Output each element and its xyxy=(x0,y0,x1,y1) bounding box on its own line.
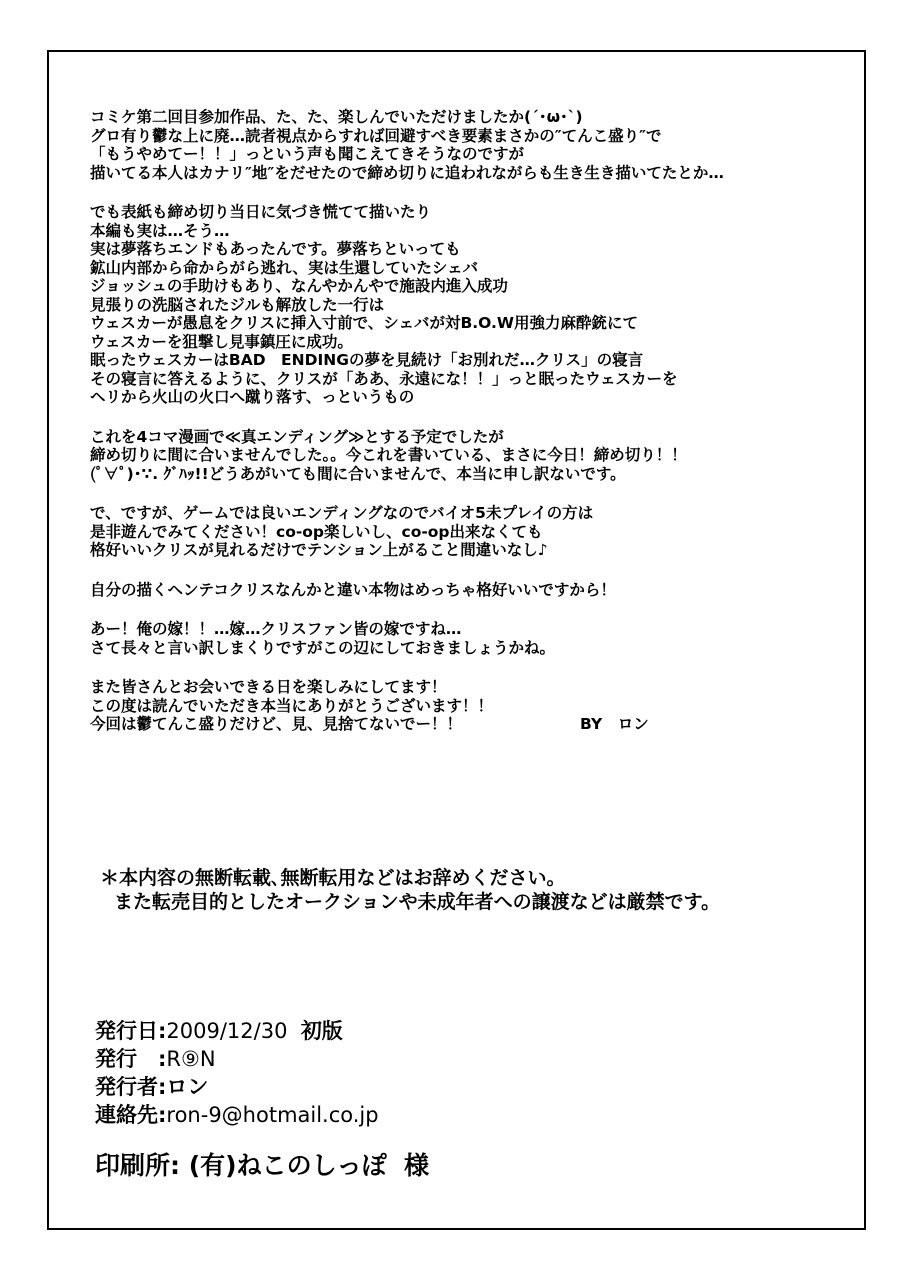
text-line: 格好いいクリスが見れるだけでテンション上がること間違いなし♪ xyxy=(90,541,548,559)
afterword-paragraph-4 xyxy=(90,504,860,560)
text-line: ウェスカーが愚息をクリスに挿入寸前で、シェバが対B.O.W用強力麻酔銃にて xyxy=(90,314,638,332)
printer-value: (有)ねこのしっぽ xyxy=(188,1151,387,1180)
notice-line-2: また転売目的としたオークションや未成年者への譲渡などは厳禁です。 xyxy=(114,891,721,913)
afterword-paragraph-5 xyxy=(90,581,860,600)
afterword-paragraph-2 xyxy=(90,203,860,407)
text-line: 自分の描くヘンテコクリスなんかと違い本物はめっちゃ格好いいですから！ xyxy=(90,580,616,599)
text-line: さて長々と言い訳しまくりですがこの辺にしておきましょうかね。 xyxy=(90,638,556,657)
author-row xyxy=(95,1073,855,1101)
colophon xyxy=(95,1017,855,1129)
text-line: 実は夢落ちエンドもあったんです。夢落ちといっても xyxy=(90,240,461,258)
printer-suffix: 様 xyxy=(404,1151,430,1180)
text-line: (ﾟ∀ﾟ)･∵. ｸﾞﾊｯ!!どうあがいても間に合いませんで、本当に申し訳ないです。 xyxy=(90,464,626,483)
text-line: 見張りの洗脳されたジルも解放した一行は xyxy=(90,295,385,314)
text-line: 鉱山内部から命からがら逃れ、実は生還していたシェバ xyxy=(90,258,479,277)
text-line: その寝言に答えるように、クリスが「ああ、永遠にな！！」っと眠ったウェスカーを xyxy=(90,369,678,388)
text-line: 眠ったウェスカーはBAD ENDINGの夢を見続け「お別れだ…クリス」の寝言 xyxy=(90,351,644,369)
text-line: 本編も実は…そう… xyxy=(90,221,230,240)
text-line: 締め切りに間に合いませんでした。。今これを書いている、まさに今日！締め切り！！ xyxy=(90,446,687,464)
publisher-row xyxy=(95,1045,855,1073)
text-line: ジョッシュの手助けもあり、なんやかんやで施設内進入成功 xyxy=(90,277,508,295)
author-value: ロン xyxy=(166,1075,209,1099)
notice-line-1: ＊本内容の無断転載､無断転用などはお辞めください。 xyxy=(100,867,566,889)
signoff-line xyxy=(90,715,860,734)
contact-value: ron-9@hotmail.co.jp xyxy=(166,1103,379,1127)
issue-date-label: 発行日: xyxy=(95,1019,167,1043)
printer-row xyxy=(95,1150,429,1182)
copyright-notice xyxy=(100,866,860,914)
text-line: これを4コマ漫画で≪真エンディング≫とする予定でしたが xyxy=(90,427,504,446)
edition-label: 初版 xyxy=(300,1019,343,1043)
text-line: 描いてる本人はカナリ″地″をだせたので締め切りに追われながらも生き生き描いてたとか… xyxy=(90,163,724,182)
author-signature: BY ロン xyxy=(580,715,649,733)
afterword-paragraph-1 xyxy=(90,108,860,182)
afterword-text xyxy=(90,108,860,755)
text-line: 「もうやめてー！！」っという声も聞こえてきそうなのですが xyxy=(90,145,525,163)
contact-label: 連絡先: xyxy=(95,1103,167,1127)
contact-row xyxy=(95,1101,855,1129)
issue-date-row xyxy=(95,1017,855,1045)
text-line: 今回は鬱てんこ盛りだけど、見、見捨てないでー！！ xyxy=(90,715,463,733)
publisher-value: R⑨N xyxy=(166,1047,216,1071)
afterword-closing xyxy=(90,678,860,734)
text-line: コミケ第二回目参加作品、た、た、楽しんでいただけましたか(´･ω･`) xyxy=(90,108,583,126)
text-line: でも表紙も締め切り当日に気づき慌てて描いたり xyxy=(90,203,432,221)
text-line: あー！俺の嫁！！…嫁…クリスファン皆の嫁ですね… xyxy=(90,620,462,638)
author-label: 発行者: xyxy=(95,1075,167,1099)
issue-date-value: 2009/12/30 xyxy=(166,1019,288,1043)
afterword-paragraph-6 xyxy=(90,620,860,657)
text-line: この度は読んでいただき本当にありがとうございます！！ xyxy=(90,696,494,715)
publisher-label: 発行 : xyxy=(95,1047,167,1071)
text-line: グロ有り鬱な上に廃…読者視点からすれば回避すべき要素まさかの″てんこ盛り″で xyxy=(90,126,662,145)
text-line: 是非遊んでみてください！co-op楽しいし、co-op出来なくても xyxy=(90,522,543,541)
afterword-paragraph-3 xyxy=(90,428,860,484)
text-line: ウェスカーを狙撃し見事鎮圧に成功。 xyxy=(90,332,353,351)
printer-label: 印刷所: xyxy=(95,1151,180,1180)
text-line: で、ですが、ゲームでは良いエンディングなのでバイオ5未プレイの方は xyxy=(90,504,594,522)
text-line: また皆さんとお会いできる日を楽しみにしてます！ xyxy=(90,678,447,696)
text-line: ヘリから火山の火口へ蹴り落す、っというもの xyxy=(90,388,415,406)
